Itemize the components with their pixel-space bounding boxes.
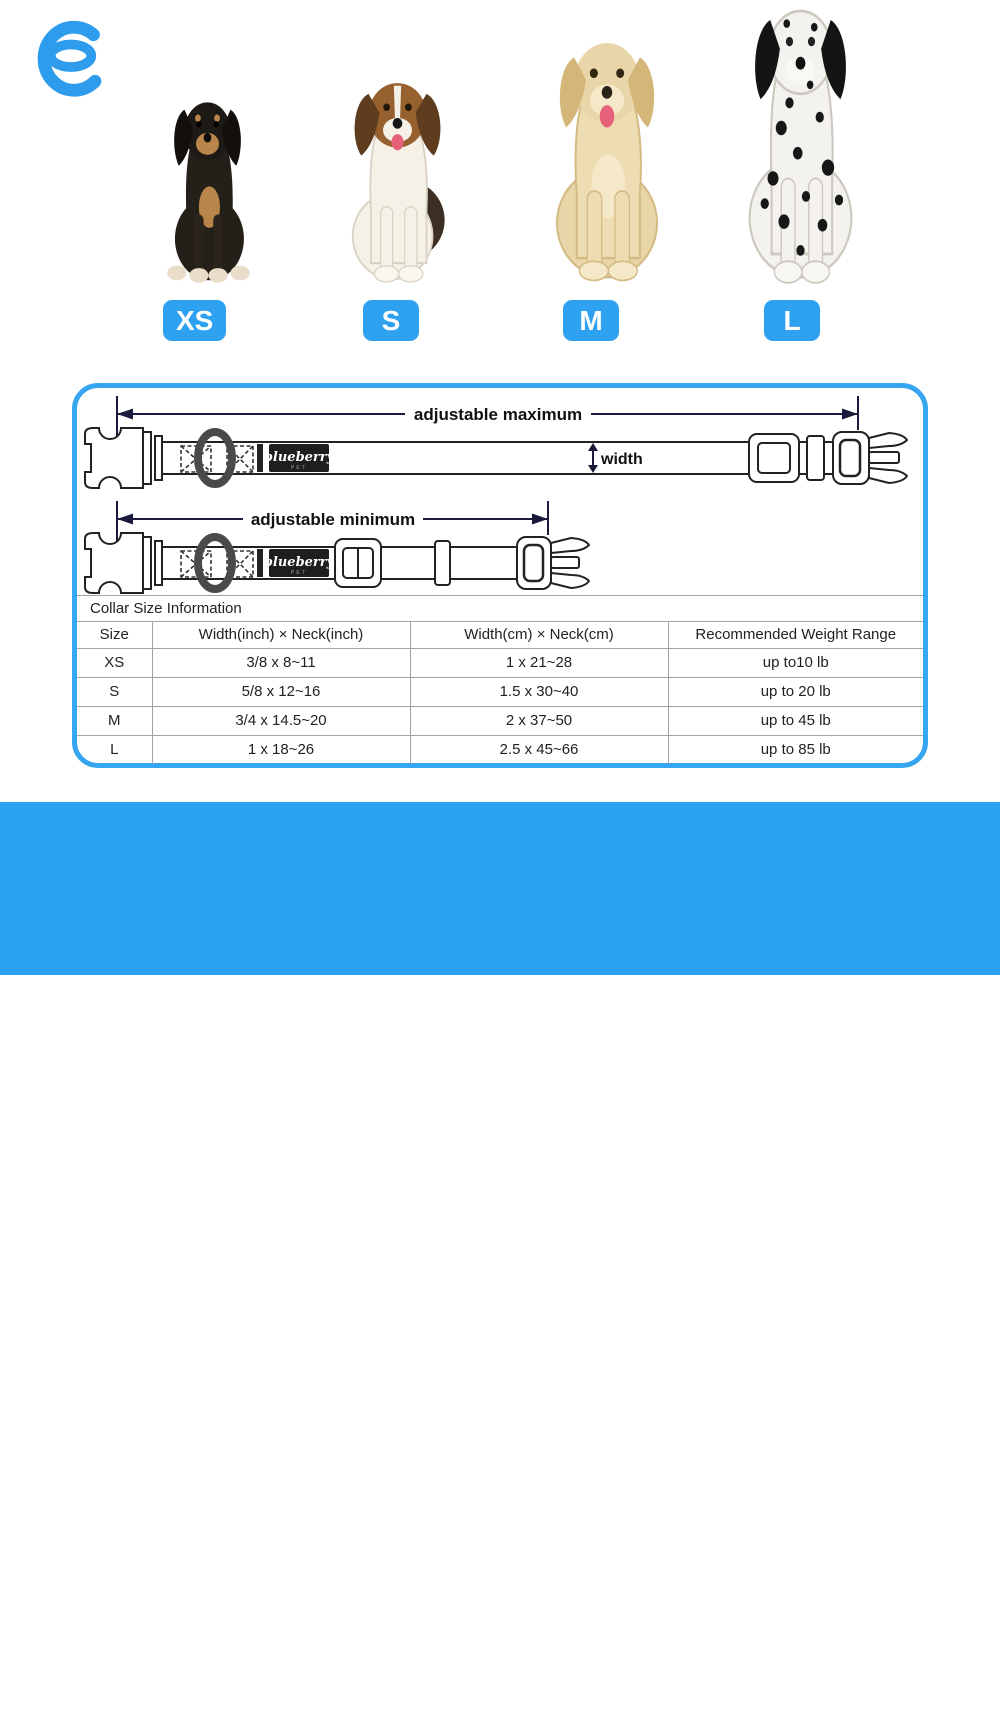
- svg-text:PET: PET: [290, 465, 308, 471]
- size-guide-panel: [72, 383, 928, 768]
- collar-size-table: [77, 622, 923, 764]
- size-badge-s: S: [363, 300, 419, 341]
- col-header-weight: Recommended Weight Range: [668, 622, 923, 648]
- col-header-size: Size: [77, 622, 152, 648]
- collar-diagram-minimum: [77, 495, 923, 595]
- col-header-cm: Width(cm) × Neck(cm): [410, 622, 668, 648]
- svg-text:blueberry: blueberry: [263, 555, 335, 570]
- size-badge-xs: XS: [163, 300, 226, 341]
- size-badge-m: M: [563, 300, 619, 341]
- table-row-l: L 1 x 18~26 2.5 x 45~66 up to 85 lb: [77, 735, 923, 764]
- e-logo-icon: [32, 10, 107, 112]
- dog-photo-xs: [150, 95, 265, 290]
- collar-diagram-maximum: [77, 388, 923, 495]
- dog-photo-m: [528, 35, 686, 290]
- size-badge-l: L: [764, 300, 820, 341]
- table-row-m: M 3/4 x 14.5~20 2 x 37~50 up to 45 lb: [77, 706, 923, 735]
- table-row-xs: XS 3/8 x 8~11 1 x 21~28 up to10 lb: [77, 648, 923, 677]
- dog-photo-s: [325, 75, 470, 290]
- col-header-inch: Width(inch) × Neck(inch): [152, 622, 410, 648]
- tips-line-1: Tips: Measure the circumference of pet's neck. It should be snug: [125, 1657, 969, 1687]
- dog-photo-l: [718, 2, 883, 290]
- table-title: Collar Size Information: [77, 595, 923, 622]
- tips-line-2: enough to fit 2 fingers between dog's neck and their collar.: [164, 1694, 930, 1724]
- width-label: width: [601, 451, 643, 468]
- adjustable-maximum-label: adjustable maximum: [413, 405, 583, 424]
- table-row-s: S 5/8 x 12~16 1.5 x 30~40 up to 20 lb: [77, 677, 923, 706]
- alert-circle-icon: [44, 1655, 106, 1717]
- adjustable-minimum-label: adjustable minimum: [250, 510, 416, 529]
- svg-text:PET: PET: [290, 570, 308, 576]
- tips-banner: [0, 802, 1000, 1724]
- svg-text:blueberry: blueberry: [263, 450, 335, 465]
- tips-text: [112, 1654, 982, 1728]
